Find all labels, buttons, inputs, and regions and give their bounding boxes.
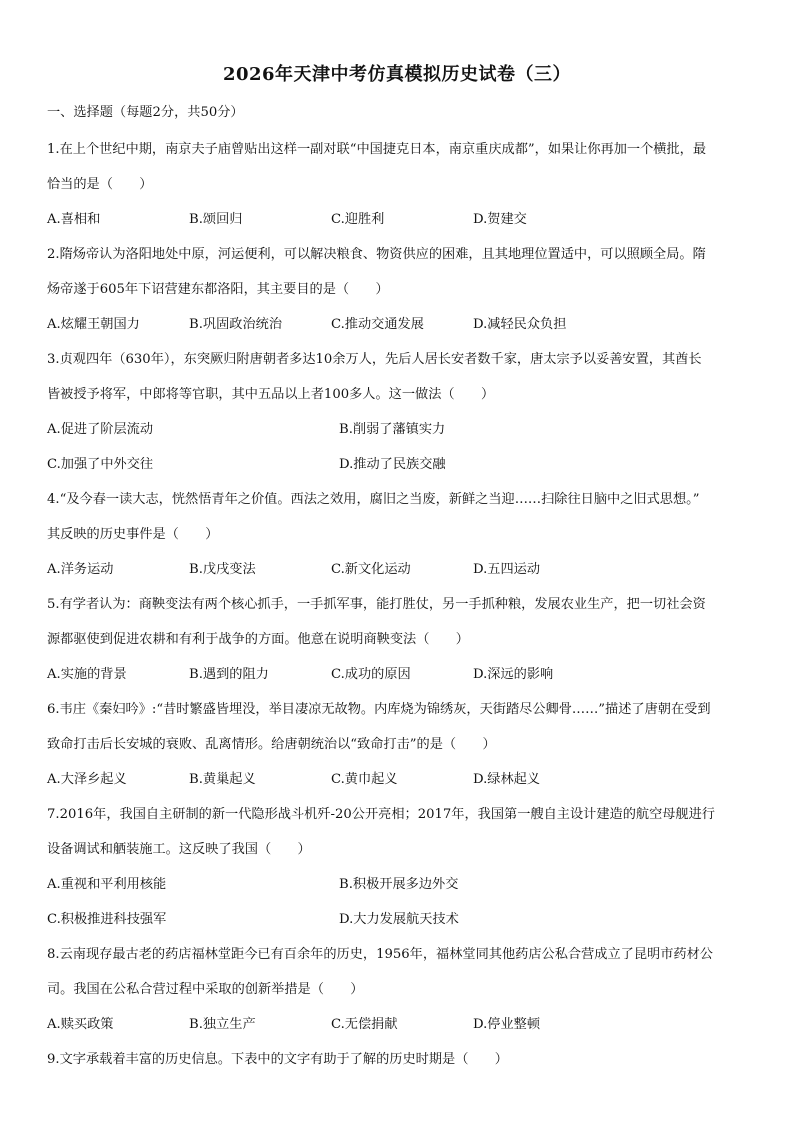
option-b: B.遇到的阻力 xyxy=(189,667,269,682)
option-c: C.成功的原因 xyxy=(331,667,411,682)
option-a: A.实施的背景 xyxy=(47,667,127,682)
question-5-line-1: 5.有学者认为：商鞅变法有两个核心抓手，一手抓军事，能打胜仗，另一手抓种粮，发展农业生产，把一切社会资 xyxy=(47,597,706,612)
option-d: D.减轻民众负担 xyxy=(473,317,567,332)
question-2 xyxy=(47,244,753,349)
question-7 xyxy=(47,804,753,944)
option-d: D.推动了民族交融 xyxy=(339,457,446,472)
option-b: B.巩固政治统治 xyxy=(189,317,283,332)
option-a: A.促进了阶层流动 xyxy=(47,422,154,437)
option-a: A.洋务运动 xyxy=(47,562,114,577)
question-6 xyxy=(47,699,753,804)
option-b: B.黄巢起义 xyxy=(189,772,256,787)
question-5-options xyxy=(47,664,753,699)
option-d: D.贺建交 xyxy=(473,212,527,227)
question-7-line-2: 设备调试和舾装施工。这反映了我国（ ） xyxy=(47,842,311,857)
question-2-line-2: 炀帝遂于605年下诏营建东都洛阳，其主要目的是（ ） xyxy=(47,282,389,297)
question-7-options-row-2 xyxy=(47,909,753,944)
option-b: B.戊戌变法 xyxy=(189,562,256,577)
option-a: A.重视和平利用核能 xyxy=(47,877,167,892)
option-d: D.五四运动 xyxy=(473,562,541,577)
question-8-line-2: 司。我国在公私合营过程中采取的创新举措是（ ） xyxy=(47,982,364,997)
option-c: C.黄巾起义 xyxy=(331,772,398,787)
question-8-line-1: 8.云南现存最古老的药店福林堂距今已有百余年的历史，1956年，福林堂同其他药店公私合营成立了昆明市药材公 xyxy=(47,947,713,962)
option-b: B.削弱了藩镇实力 xyxy=(339,422,446,437)
question-4 xyxy=(47,489,753,594)
question-5 xyxy=(47,594,753,699)
option-d: D.深远的影响 xyxy=(473,667,554,682)
question-7-line-1: 7.2016年，我国自主研制的新一代隐形战斗机歼-20公开亮相；2017年，我国第一艘自主设计建造的航空母舰进行 xyxy=(47,807,715,822)
question-1-line-1: 1.在上个世纪中期，南京夫子庙曾贴出这样一副对联“中国捷克日本，南京重庆成都”，如果让你再加一个横批，最 xyxy=(47,142,707,157)
option-c: C.无偿捐献 xyxy=(331,1017,398,1032)
exam-title: 2026年天津中考仿真模拟历史试卷（三） xyxy=(222,64,572,85)
option-b: B.颂回归 xyxy=(189,212,243,227)
option-b: B.积极开展多边外交 xyxy=(339,877,459,892)
option-c: C.加强了中外交往 xyxy=(47,457,154,472)
option-b: B.独立生产 xyxy=(189,1017,256,1032)
option-d: D.大力发展航天技术 xyxy=(339,912,459,927)
question-3 xyxy=(47,349,753,489)
option-c: C.积极推进科技强军 xyxy=(47,912,167,927)
question-9-line-1: 9.文字承载着丰富的历史信息。下表中的文字有助于了解的历史时期是（ ） xyxy=(47,1052,508,1067)
exam-content xyxy=(47,102,753,1084)
question-1 xyxy=(47,139,753,244)
section-header: 一、选择题（每题2分，共50分） xyxy=(47,105,244,120)
question-3-options-row-1 xyxy=(47,419,753,454)
question-5-line-2: 源都驱使到促进农耕和有利于战争的方面。他意在说明商鞅变法（ ） xyxy=(47,632,469,647)
option-a: A.喜相和 xyxy=(47,212,101,227)
option-d: D.停业整顿 xyxy=(473,1017,541,1032)
option-c: C.新文化运动 xyxy=(331,562,411,577)
option-a: A.炫耀王朝国力 xyxy=(47,317,140,332)
question-4-line-2: 其反映的历史事件是（ ） xyxy=(47,527,219,542)
question-8-options xyxy=(47,1014,753,1049)
option-c: C.迎胜利 xyxy=(331,212,385,227)
question-1-line-2: 恰当的是（ ） xyxy=(47,177,153,192)
option-a: A.赎买政策 xyxy=(47,1017,114,1032)
option-a: A.大泽乡起义 xyxy=(47,772,127,787)
option-c: C.推动交通发展 xyxy=(331,317,424,332)
question-4-options xyxy=(47,559,753,594)
question-3-options-row-2 xyxy=(47,454,753,489)
question-2-options xyxy=(47,314,753,349)
question-2-line-1: 2.隋炀帝认为洛阳地处中原，河运便利，可以解决粮食、物资供应的困难，且其地理位置适中，可以照顾全局。隋 xyxy=(47,247,706,262)
question-6-options xyxy=(47,769,753,804)
question-1-options xyxy=(47,209,753,244)
question-3-line-1: 3.贞观四年（630年），东突厥归附唐朝者多达10余万人，先后人居长安者数千家，唐太宗予以妥善安置，其酋长 xyxy=(47,352,702,367)
question-9 xyxy=(47,1049,753,1084)
question-4-line-1: 4.“及今春一读大志，恍然悟青年之价值。西法之效用，腐旧之当废，新鲜之当迎……扫除往日脑中之旧式思想。” xyxy=(47,492,700,507)
question-6-line-2: 致命打击后长安城的衰败、乱离情形。给唐朝统治以“致命打击”的是（ ） xyxy=(47,737,496,752)
question-6-line-1: 6.韦庄《秦妇吟》:“昔时繁盛皆埋没，举目凄凉无故物。内库烧为锦绣灰，天街踏尽公卿骨……”描述了唐朝在受到 xyxy=(47,702,711,717)
question-7-options-row-1 xyxy=(47,874,753,909)
question-8 xyxy=(47,944,753,1049)
option-d: D.绿林起义 xyxy=(473,772,541,787)
question-3-line-2: 皆被授予将军，中郎将等官职，其中五品以上者100多人。这一做法（ ） xyxy=(47,387,495,402)
